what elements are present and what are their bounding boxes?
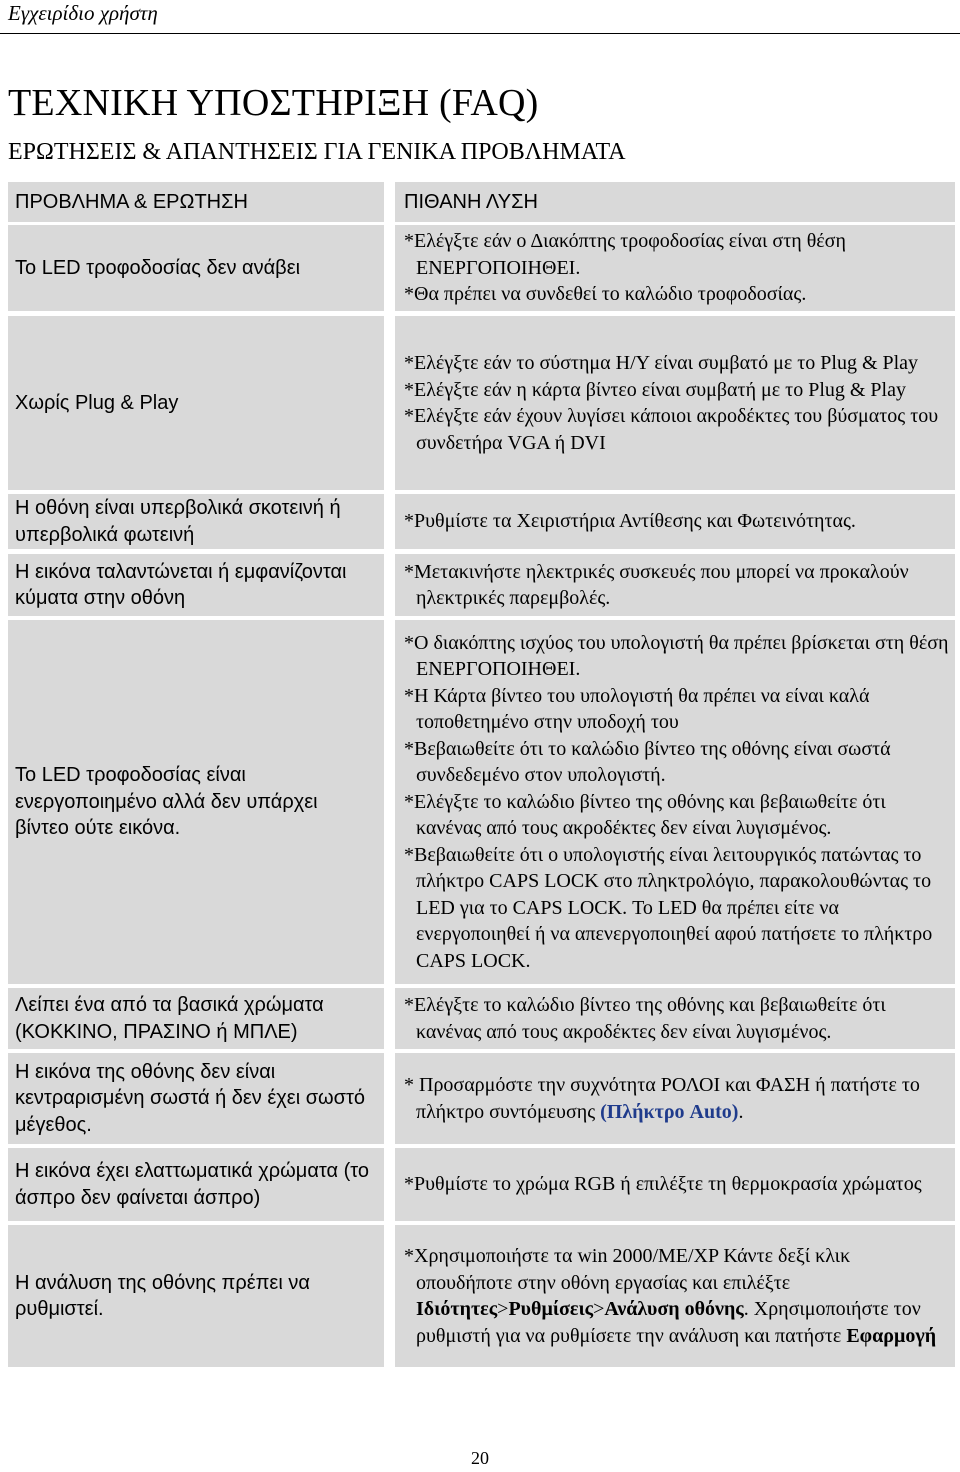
manual-label: Εγχειρίδιο χρήστη <box>8 1 158 25</box>
solution-item: *Ελέγξτε το καλώδιο βίντεο της οθόνης και βεβαιωθείτε ότι κανένας από τους ακροδέκτες δεν είναι λυγισμένος. <box>404 994 886 1043</box>
solution-text-end: . <box>738 1100 744 1123</box>
problem-cell <box>8 1053 384 1144</box>
page-title: ΤΕΧΝΙΚΗ ΥΠΟΣΤΗΡΙΞΗ (FAQ) <box>8 82 539 124</box>
menu-path-separator: > <box>593 1298 605 1320</box>
problem-cell <box>8 225 384 311</box>
column-header-solution-label: ΠΙΘΑΝΗ ΛΥΣΗ <box>404 190 538 213</box>
solution-text-dot: . <box>743 1298 749 1320</box>
solution-item <box>404 1072 949 1125</box>
menu-path-separator: > <box>497 1298 509 1320</box>
apply-label: Εφαρμογή <box>846 1324 937 1347</box>
solution-item: *Ελέγξτε εάν η κάρτα βίντεο είναι συμβατή με το Plug & Play <box>404 378 906 401</box>
solution-cell <box>395 1053 955 1144</box>
problem-text: Η ανάλυση της οθόνης πρέπει να ρυθμιστεί. <box>15 1271 310 1320</box>
solution-item: *Ελέγξτε εάν έχουν λυγίσει κάποιοι ακροδέκτες του βύσματος του συνδετήρα VGA ή DVI <box>404 405 939 454</box>
menu-path-resolution: Ανάλυση οθόνης <box>604 1298 744 1320</box>
solution-cell <box>395 554 955 616</box>
auto-key-label: (Πλήκτρο Auto) <box>600 1100 739 1123</box>
problem-cell <box>8 988 384 1049</box>
solution-text: *Χρησιμοποιήστε τα win 2000/ME/XP Κάντε δεξί κλικ οπουδήποτε στην οθόνη εργασίας και επιλέξτε <box>404 1245 851 1294</box>
solution-cell <box>395 1225 955 1367</box>
solution-item: *Η Κάρτα βίντεο του υπολογιστή θα πρέπει να είναι καλά τοποθετημένο στην υποδοχή του <box>404 684 870 734</box>
problem-text: Η εικόνα ταλαντώνεται ή εμφανίζονται κύματα στην οθόνη <box>15 560 347 609</box>
column-header-solution <box>395 182 955 222</box>
problem-text: Το LED τροφοδοσίας δεν ανάβει <box>15 256 301 279</box>
menu-path-settings: Ρυθμίσεις <box>508 1298 594 1320</box>
solution-item: *Ρυθμίστε το χρώμα RGB ή επιλέξτε τη θερμοκρασία χρώματος <box>404 1173 922 1196</box>
problem-text: Χωρίς Plug & Play <box>15 391 179 414</box>
problem-cell <box>8 1148 384 1221</box>
solution-item <box>404 1243 949 1349</box>
problem-cell <box>8 494 384 549</box>
solution-text: Χρησιμοποιήστε τον ρυθμιστή για να ρυθμίσετε την ανάλυση και πατήστε <box>416 1298 921 1347</box>
problem-cell <box>8 620 384 984</box>
solution-item: *Ρυθμίστε τα Χειριστήρια Αντίθεσης και Φωτεινότητας. <box>404 510 856 533</box>
solution-cell <box>395 225 955 311</box>
menu-path-properties: Ιδιότητες <box>416 1298 498 1320</box>
solution-cell <box>395 316 955 490</box>
problem-cell <box>8 316 384 490</box>
problem-cell <box>8 1225 384 1367</box>
solution-item: *Βεβαιωθείτε ότι ο υπολογιστής είναι λειτουργικός πατώντας το πλήκτρο CAPS LOCK στο πληκτρολόγιο, παρακολουθώντας το LED για το CAPS LOCK. Το LED θα πρέπει είτε να ενεργοποιηθεί ή να απενεργοποιηθεί αφού πατήσετε το πλήκτρο CAPS LOCK. <box>404 843 933 972</box>
problem-text: Η οθόνη είναι υπερβολικά σκοτεινή ή υπερβολικά φωτεινή <box>15 497 341 546</box>
solution-item: *Ο διακόπτης ισχύος του υπολογιστή θα πρέπει βρίσκεται στη θέση ΕΝΕΡΓΟΠΟΙΗΘΕΙ. <box>404 631 949 681</box>
header-divider <box>0 33 960 34</box>
solution-cell <box>395 620 955 984</box>
solution-item: *Θα πρέπει να συνδεθεί το καλώδιο τροφοδοσίας. <box>404 283 807 306</box>
column-header-problem-label: ΠΡΟΒΛΗΜΑ & ΕΡΩΤΗΣΗ <box>15 190 248 213</box>
solution-item: *Βεβαιωθείτε ότι το καλώδιο βίντεο της οθόνης είναι σωστά συνδεδεμένο στον υπολογιστή. <box>404 737 891 787</box>
solution-item: *Ελέγξτε εάν το σύστημα Η/Υ είναι συμβατό με το Plug & Play <box>404 352 919 374</box>
solution-item: *Μετακινήστε ηλεκτρικές συσκευές που μπορεί να προκαλούν ηλεκτρικές παρεμβολές. <box>404 560 909 609</box>
column-header-problem <box>8 182 384 222</box>
problem-text: Το LED τροφοδοσίας είναι ενεργοποιημένο αλλά δεν υπάρχει βίντεο ούτε εικόνα. <box>15 764 318 840</box>
solution-item: *Ελέγξτε το καλώδιο βίντεο της οθόνης και βεβαιωθείτε ότι κανένας από τους ακροδέκτες δεν είναι λυγισμένος. <box>404 790 886 840</box>
solution-cell <box>395 494 955 549</box>
problem-text: Η εικόνα της οθόνης δεν είναι κεντραρισμένη σωστά ή δεν έχει σωστό μέγεθος. <box>15 1060 366 1136</box>
page-number: 20 <box>471 1448 489 1468</box>
page-subtitle: ΕΡΩΤΗΣΕΙΣ & ΑΠΑΝΤΗΣΕΙΣ ΓΙΑ ΓΕΝΙΚΑ ΠΡΟΒΛΗΜΑΤΑ <box>8 139 626 165</box>
solution-text: * Προσαρμόστε την συχνότητα ΡΟΛΟΙ και ΦΑΣΗ ή πατήστε το πλήκτρο συντόμευσης <box>404 1074 920 1123</box>
problem-cell <box>8 554 384 616</box>
solution-cell <box>395 988 955 1049</box>
solution-cell <box>395 1148 955 1221</box>
solution-item: *Ελέγξτε εάν ο Διακόπτης τροφοδοσίας είναι στη θέση ΕΝΕΡΓΟΠΟΙΗΘΕΙ. <box>404 230 846 279</box>
problem-text: Λείπει ένα από τα βασικά χρώματα (ΚΟΚΚΙΝΟ, ΠΡΑΣΙΝΟ ή ΜΠΛΕ) <box>15 994 324 1043</box>
problem-text: Η εικόνα έχει ελαττωματικά χρώματα (το άσπρο δεν φαίνεται άσπρο) <box>15 1160 370 1209</box>
